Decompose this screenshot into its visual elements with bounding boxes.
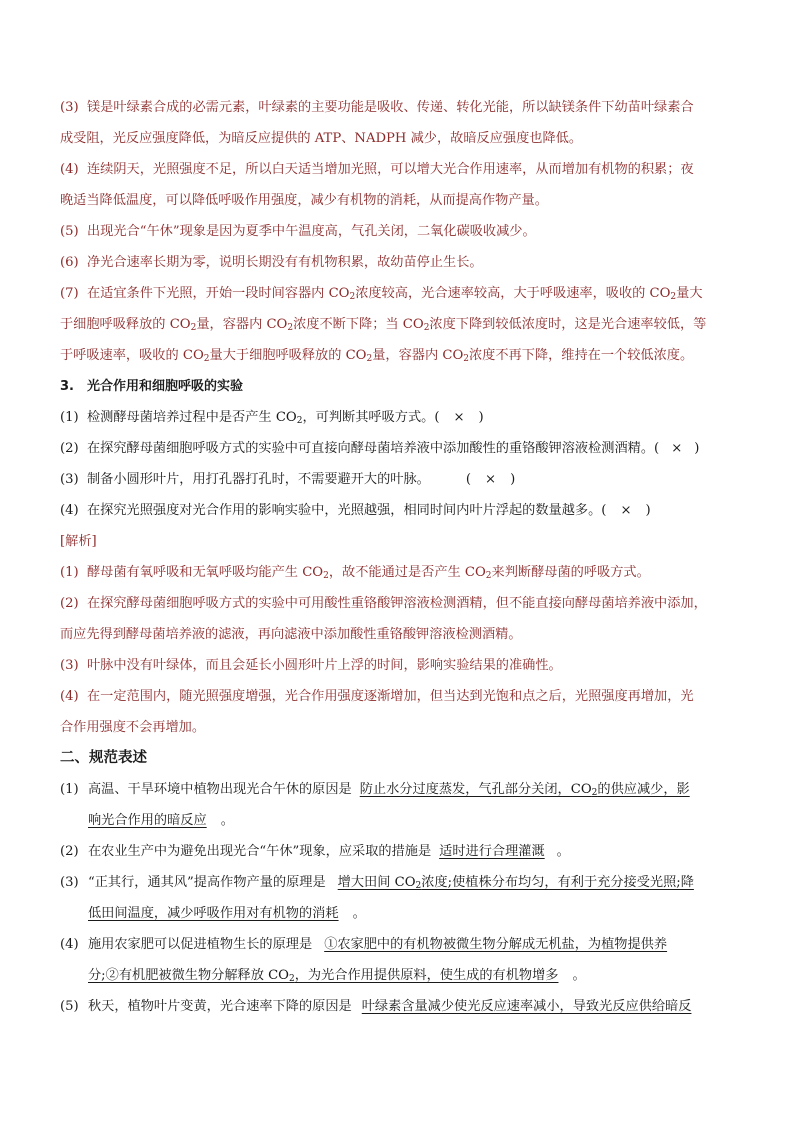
- norm-item-1-cont: 响光合作用的暗反应 。: [88, 813, 234, 828]
- question-4: (4) 在探究光照强度对光合作用的影响实验中，光照越强，相同时间内叶片浮起的数量越多。( × ): [60, 503, 651, 518]
- norm-item-3: (3) “正其行，通其风”提高作物产量的原理是 增大田间 $CO_2$浓度;使植株分布均匀，有利于充分接受光照;降: [60, 875, 694, 891]
- answer-item-4-cont: 晚适当降低温度，可以降低呼吸作用强度，减少有机物的消耗，从而提高作物产量。: [60, 193, 548, 208]
- question-1: (1) 检测酵母菌培养过程中是否产生 $CO_2$，可判断其呼吸方式。( × ): [60, 410, 484, 426]
- answer-item-5: (5) 出现光合“午休”现象是因为夏季中午温度高，气孔关闭，二氧化碳吸收减少。: [60, 224, 536, 239]
- answer-item-4: (4) 连续阴天，光照强度不足，所以白天适当增加光照，可以增大光合作用速率，从而增加有机物的积累；夜: [60, 162, 694, 177]
- norm-item-4-cont: 分;②有机肥被微生物分解释放 $CO_2$，为光合作用提供原料，使生成的有机物增多 。: [88, 968, 586, 984]
- analysis-3: (3) 叶脉中没有叶绿体，而且会延长小圆形叶片上浮的时间，影响实验结果的准确性。: [60, 658, 562, 673]
- analysis-1: (1) 酵母菌有氧呼吸和无氧呼吸均能产生 $CO_2$，故不能通过是否产生 $CO_2$来判断酵母菌的呼吸方式。: [60, 565, 650, 581]
- document-page: [60, 92, 736, 1022]
- norm-item-1: (1) 高温、干旱环境中植物出现光合午休的原因是 防止水分过度蒸发，气孔部分关闭，$CO_2$的供应减少，影: [60, 782, 690, 798]
- section-heading-norm: 二、规范表述: [60, 750, 147, 766]
- analysis-2: (2) 在探究酵母菌细胞呼吸方式的实验中可用酸性重铬酸钾溶液检测酒精，但不能直接向酵母菌培养液中添加，: [60, 596, 707, 611]
- norm-item-4: (4) 施用农家肥可以促进植物生长的原理是 ①农家肥中的有机物被微生物分解成无机盐，为植物提供养: [60, 937, 668, 952]
- answer-item-7-cont1: 于细胞呼吸释放的 $CO_2$量，容器内 $CO_2$浓度不断下降；当 $CO_2$浓度下降到较低浓度时，这是光合速率较低，等: [60, 317, 707, 333]
- analysis-label: [解析]: [60, 534, 97, 549]
- answer-item-3: (3) 镁是叶绿素合成的必需元素，叶绿素的主要功能是吸收、传递、转化光能，所以缺镁条件下幼苗叶绿素合: [60, 100, 694, 115]
- norm-item-2: (2) 在农业生产中为避免出现光合“午休”现象，应采取的措施是 适时进行合理灌溉 。: [60, 844, 570, 859]
- norm-item-5: (5) 秋天，植物叶片变黄，光合速率下降的原因是 叶绿素含量减少使光反应速率减小，导致光反应供给暗反: [60, 999, 692, 1014]
- analysis-2-cont: 而应先得到酵母菌培养液的滤液，再向滤液中添加酸性重铬酸钾溶液检测酒精。: [60, 627, 522, 642]
- answer-item-3-cont: 成受阻，光反应强度降低，为暗反应提供的 ATP、NADPH 减少，故暗反应强度也降低。: [60, 131, 583, 146]
- answer-item-6: (6) 净光合速率长期为零，说明长期没有有机物积累，故幼苗停止生长。: [60, 255, 483, 270]
- question-3: (3) 制备小圆形叶片，用打孔器打孔时，不需要避开大的叶脉。 ( × ): [60, 472, 516, 487]
- answer-item-7-cont2: 于呼吸速率，吸收的 $CO_2$量大于细胞呼吸释放的 $CO_2$量，容器内 $CO_2$浓度不再下降，维持在一个较低浓度。: [60, 348, 694, 364]
- norm-item-3-cont: 低田间温度，减少呼吸作用对有机物的消耗 。: [88, 906, 366, 921]
- answer-item-7: (7) 在适宜条件下光照，开始一段时间容器内 $CO_2$浓度较高，光合速率较高，大于呼吸速率，吸收的 $CO_2$量大: [60, 286, 703, 302]
- analysis-4: (4) 在一定范围内，随光照强度增强，光合作用强度逐渐增加，但当达到光饱和点之后，光照强度再增加，光: [60, 689, 694, 704]
- analysis-4-cont: 合作用强度不会再增加。: [60, 720, 206, 735]
- question-2: (2) 在探究酵母菌细胞呼吸方式的实验中可直接向酵母菌培养液中添加酸性的重铬酸钾溶液检测酒精。( × ): [60, 441, 700, 456]
- section-heading-3: 3. 光合作用和细胞呼吸的实验: [60, 379, 244, 394]
